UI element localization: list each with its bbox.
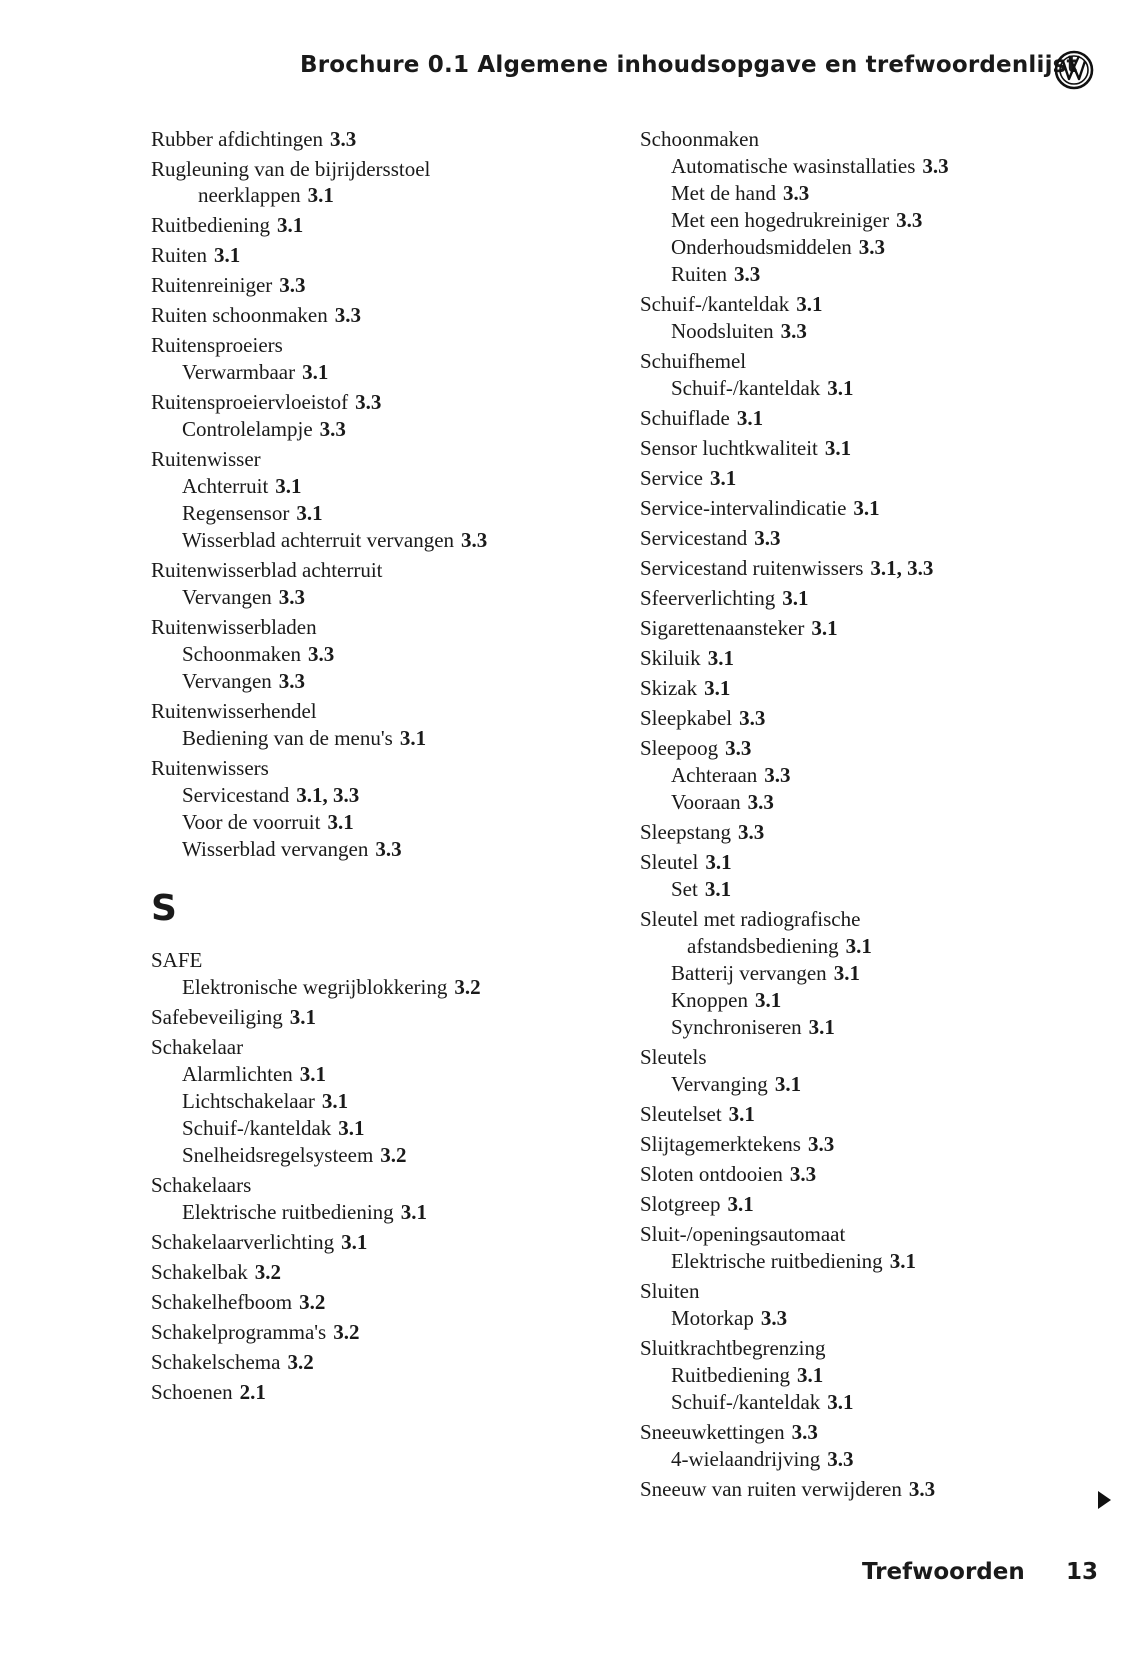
index-subentry <box>151 584 571 611</box>
entry-term: Motorkap <box>671 1306 754 1330</box>
entry-term: Skizak <box>640 676 698 700</box>
entry-reference: 3.1 <box>797 1363 824 1387</box>
entry-term: Wisserblad achterruit vervangen <box>182 528 455 552</box>
entry-reference: 3.3 <box>375 837 402 861</box>
entry-reference: 3.3 <box>330 127 357 151</box>
entry-term: Elektrische ruitbediening <box>182 1200 394 1224</box>
entry-term: Vooraan <box>671 790 741 814</box>
index-entry <box>640 1044 1080 1071</box>
entry-term: Slotgreep <box>640 1192 721 1216</box>
entry-reference: 3.1 <box>845 934 872 958</box>
entry-term: Schuif-/kanteldak <box>671 376 821 400</box>
entry-term: Schuif-/kanteldak <box>671 1390 821 1414</box>
index-subentry <box>640 762 1080 789</box>
entry-reference: 3.3 <box>307 642 335 666</box>
entry-term: Schuifhemel <box>640 349 747 373</box>
index-subentry <box>640 1305 1080 1332</box>
index-entry <box>640 675 1080 702</box>
entry-term: Achterruit <box>182 474 269 498</box>
entry-term: Automatische wasinstallaties <box>671 154 916 178</box>
entry-term: Servicestand <box>182 783 290 807</box>
entry-reference: 3.1 <box>774 1072 802 1096</box>
entry-term: Sleutel met radiografische <box>640 907 861 931</box>
index-subentry <box>640 1248 1080 1275</box>
entry-term: Ruitenwisser <box>151 447 261 471</box>
entry-reference: 3.1 <box>728 1102 755 1126</box>
entry-term: Schoonmaken <box>182 642 301 666</box>
entry-reference: 3.1 <box>327 810 354 834</box>
entry-term: Achteraan <box>671 763 758 787</box>
index-subentry <box>151 809 571 836</box>
entry-term: Schoenen <box>151 1380 233 1404</box>
entry-term: Noodsluiten <box>671 319 774 343</box>
entry-term: Knoppen <box>671 988 748 1012</box>
index-column-left <box>151 123 571 1406</box>
entry-reference: 3.1 <box>296 501 323 525</box>
entry-reference: 3.2 <box>299 1290 326 1314</box>
entry-term: Ruiten schoonmaken <box>151 303 328 327</box>
entry-term: Ruitenwissers <box>151 756 269 780</box>
index-subentry <box>151 473 571 500</box>
index-subentry <box>640 261 1080 288</box>
entry-term: Sleepkabel <box>640 706 733 730</box>
index-entry <box>151 1379 571 1406</box>
entry-term: Ruitenwisserhendel <box>151 699 317 723</box>
index-entry <box>640 435 1080 462</box>
index-subentry <box>640 180 1080 207</box>
entry-term: Skiluik <box>640 646 701 670</box>
index-entry <box>151 1319 571 1346</box>
entry-reference: 3.3 <box>807 1132 835 1156</box>
entry-term: Wisserblad vervangen <box>182 837 369 861</box>
entry-term: Servicestand ruitenwissers <box>640 556 864 580</box>
entry-term: Verwarmbaar <box>182 360 296 384</box>
entry-term: Lichtschakelaar <box>182 1089 315 1113</box>
index-entry <box>640 1221 1080 1248</box>
entry-term: Schoonmaken <box>640 127 759 151</box>
entry-reference: 3.3 <box>319 417 346 441</box>
index-subentry <box>151 1199 571 1226</box>
entry-reference: 3.1 <box>827 376 854 400</box>
index-entry <box>151 947 571 974</box>
index-subentry <box>640 207 1080 234</box>
entry-reference: 3.1 <box>796 292 823 316</box>
index-subentry <box>640 1014 1080 1041</box>
entry-reference: 3.3 <box>334 303 361 327</box>
index-entry <box>640 906 1080 933</box>
index-subentry <box>151 1142 571 1169</box>
entry-reference: 3.2 <box>254 1260 282 1284</box>
index-entry <box>151 126 571 153</box>
index-entry <box>151 557 571 584</box>
index-entry <box>151 212 571 239</box>
index-subentry <box>151 974 571 1001</box>
index-entry <box>640 819 1080 846</box>
entry-reference: 3.1 <box>400 1200 427 1224</box>
entry-reference: 3.3 <box>747 790 774 814</box>
entry-term: Schakelbak <box>151 1260 248 1284</box>
entry-term: Schuif-/kanteldak <box>640 292 790 316</box>
entry-term: Sluit-/openingsautomaat <box>640 1222 846 1246</box>
index-entry <box>151 614 571 641</box>
entry-reference: 3.1 <box>214 243 241 267</box>
index-entry <box>640 1131 1080 1158</box>
entry-term: Sluitkrachtbegrenzing <box>640 1336 826 1360</box>
entry-term: Schakelprogramma's <box>151 1320 327 1344</box>
entry-term: Set <box>671 877 698 901</box>
index-entry <box>151 698 571 725</box>
entry-term: Bediening van de menu's <box>182 726 393 750</box>
index-entry <box>151 242 571 269</box>
entry-reference: 3.3 <box>780 319 807 343</box>
index-subentry <box>151 836 571 863</box>
entry-reference: 3.1 <box>853 496 880 520</box>
index-subentry <box>151 725 571 752</box>
entry-term: Sloten ontdooien <box>640 1162 783 1186</box>
entry-reference: 3.1, 3.3 <box>296 783 360 807</box>
index-subentry <box>640 153 1080 180</box>
index-entry <box>640 705 1080 732</box>
entry-term: Sleutels <box>640 1045 707 1069</box>
entry-reference: 3.3 <box>279 273 306 297</box>
entry-reference: 3.1 <box>889 1249 916 1273</box>
entry-term: Regensensor <box>182 501 290 525</box>
index-subentry <box>151 359 571 386</box>
entry-term: Sleutelset <box>640 1102 722 1126</box>
entry-term: Slijtagemerktekens <box>640 1132 801 1156</box>
entry-reference: 3.1 <box>833 961 860 985</box>
index-subentry <box>151 641 571 668</box>
entry-term: Schakelhefboom <box>151 1290 293 1314</box>
entry-reference: 3.3 <box>764 763 791 787</box>
index-subentry <box>640 1389 1080 1416</box>
index-entry <box>640 555 1080 582</box>
index-entry <box>151 1229 571 1256</box>
index-entry <box>640 1161 1080 1188</box>
page-title: Brochure 0.1 Algemene inhoudsopgave en trefwoordenlijst <box>300 52 1078 78</box>
index-subentry <box>151 782 571 809</box>
entry-term: Ruitenreiniger <box>151 273 273 297</box>
index-entry <box>151 1004 571 1031</box>
entry-reference: 3.1 <box>341 1230 368 1254</box>
entry-reference: 3.1 <box>302 360 329 384</box>
entry-term: Rubber afdichtingen <box>151 127 324 151</box>
index-entry <box>151 1172 571 1199</box>
index-entry <box>640 405 1080 432</box>
index-entry <box>151 1259 571 1286</box>
entry-reference: 3.3 <box>725 736 752 760</box>
entry-term: Batterij vervangen <box>671 961 827 985</box>
index-subentry <box>640 234 1080 261</box>
entry-reference: 3.1 <box>299 1062 327 1086</box>
entry-reference: 3.3 <box>908 1477 936 1501</box>
entry-term: Ruiten <box>671 262 727 286</box>
entry-reference: 3.1 <box>307 183 334 207</box>
index-entry <box>640 1191 1080 1218</box>
entry-reference: 3.3 <box>827 1447 854 1471</box>
entry-term: Sfeerverlichting <box>640 586 776 610</box>
entry-reference: 3.3 <box>922 154 949 178</box>
index-entry <box>640 585 1080 612</box>
entry-term: Voor de voorruit <box>182 810 321 834</box>
index-entry <box>640 1101 1080 1128</box>
entry-term: Ruitenwisserblad achterruit <box>151 558 383 582</box>
entry-reference: 3.1 <box>736 406 764 430</box>
entry-term: neerklappen <box>198 183 301 207</box>
entry-term: Vervangen <box>182 669 272 693</box>
index-entry <box>151 332 571 359</box>
entry-reference: 3.3 <box>782 181 810 205</box>
index-entry <box>640 849 1080 876</box>
entry-term: Snelheidsregelsysteem <box>182 1143 374 1167</box>
index-entry <box>640 1476 1080 1503</box>
index-entry <box>640 1419 1080 1446</box>
entry-term: Ruitbediening <box>671 1363 790 1387</box>
entry-term: Met een hogedrukreiniger <box>671 208 890 232</box>
entry-term: Sneeuwkettingen <box>640 1420 785 1444</box>
entry-reference: 3.1 <box>782 586 809 610</box>
index-entry <box>151 755 571 782</box>
entry-term: Ruiten <box>151 243 207 267</box>
entry-term: Ruitensproeiervloeistof <box>151 390 349 414</box>
index-entry <box>151 1034 571 1061</box>
entry-reference: 3.1 <box>709 466 737 490</box>
index-entry <box>640 525 1080 552</box>
entry-term: Schakelaarverlichting <box>151 1230 335 1254</box>
entry-reference: 3.3 <box>858 235 886 259</box>
entry-reference: 3.3 <box>754 526 781 550</box>
entry-term: afstandsbediening <box>687 934 839 958</box>
entry-reference: 3.3 <box>791 1420 818 1444</box>
entry-term: Sleutel <box>640 850 699 874</box>
index-subentry <box>640 876 1080 903</box>
entry-reference: 3.1 <box>277 213 304 237</box>
index-subentry <box>640 1446 1080 1473</box>
index-subentry <box>151 527 571 554</box>
entry-reference: 3.1 <box>275 474 302 498</box>
index-entry <box>640 735 1080 762</box>
entry-term: Sluiten <box>640 1279 700 1303</box>
index-entry <box>640 291 1080 318</box>
entry-reference: 3.2 <box>454 975 481 999</box>
entry-term: Schuif-/kanteldak <box>182 1116 332 1140</box>
index-column-right <box>640 123 1080 1503</box>
entry-reference: 3.3 <box>734 262 761 286</box>
entry-reference: 3.3 <box>739 706 766 730</box>
entry-term: Vervanging <box>671 1072 768 1096</box>
entry-reference: 3.1 <box>289 1005 317 1029</box>
entry-term: Onderhoudsmiddelen <box>671 235 852 259</box>
entry-term: Sigarettenaansteker <box>640 616 805 640</box>
index-entry <box>640 1335 1080 1362</box>
index-entry <box>151 272 571 299</box>
entry-reference: 3.1 <box>727 1192 754 1216</box>
vw-logo-icon <box>1054 50 1094 90</box>
entry-reference: 3.3 <box>355 390 382 414</box>
entry-term: Sneeuw van ruiten verwijderen <box>640 1477 902 1501</box>
index-subentry <box>640 318 1080 345</box>
index-subentry <box>151 1088 571 1115</box>
index-subentry <box>640 933 1080 960</box>
index-subentry <box>640 375 1080 402</box>
index-entry <box>151 446 571 473</box>
index-entry <box>640 465 1080 492</box>
index-entry <box>151 302 571 329</box>
entry-term: Rugleuning van de bijrijdersstoel <box>151 157 431 181</box>
entry-reference: 3.1 <box>824 436 852 460</box>
footer-label: Trefwoorden <box>862 1559 1025 1585</box>
entry-reference: 3.1 <box>321 1089 349 1113</box>
entry-reference: 3.3 <box>737 820 765 844</box>
entry-term: 4-wielaandrijving <box>671 1447 821 1471</box>
index-entry <box>151 1289 571 1316</box>
entry-term: Alarmlichten <box>182 1062 293 1086</box>
entry-term: Ruitensproeiers <box>151 333 283 357</box>
entry-term: Synchroniseren <box>671 1015 802 1039</box>
entry-reference: 3.3 <box>278 669 306 693</box>
entry-term: Sensor luchtkwaliteit <box>640 436 818 460</box>
entry-reference: 3.1 <box>399 726 427 750</box>
index-subentry <box>151 416 571 443</box>
entry-reference: 3.3 <box>278 585 306 609</box>
entry-term: Schakelaars <box>151 1173 252 1197</box>
index-subentry <box>151 1115 571 1142</box>
entry-term: Elektrische ruitbediening <box>671 1249 883 1273</box>
entry-reference: 3.1 <box>705 850 732 874</box>
index-entry <box>640 1278 1080 1305</box>
index-entry <box>640 645 1080 672</box>
arrow-right-icon <box>1098 1491 1111 1509</box>
entry-term: SAFE <box>151 948 203 972</box>
index-subentry <box>640 1362 1080 1389</box>
entry-term: Ruitenwisserbladen <box>151 615 317 639</box>
entry-reference: 3.3 <box>461 528 488 552</box>
index-subentry <box>151 668 571 695</box>
entry-reference: 2.1 <box>239 1380 266 1404</box>
entry-reference: 3.3 <box>760 1306 788 1330</box>
index-subentry <box>640 960 1080 987</box>
entry-reference: 3.1 <box>808 1015 835 1039</box>
entry-reference: 3.1 <box>811 616 838 640</box>
index-entry <box>640 495 1080 522</box>
entry-term: Vervangen <box>182 585 272 609</box>
entry-reference: 3.1 <box>338 1116 365 1140</box>
entry-reference: 3.3 <box>789 1162 817 1186</box>
index-entry <box>640 126 1080 153</box>
entry-reference: 3.2 <box>287 1350 314 1374</box>
entry-term: Safebeveiliging <box>151 1005 283 1029</box>
index-subentry <box>151 500 571 527</box>
index-subentry <box>640 789 1080 816</box>
index-entry <box>640 615 1080 642</box>
entry-term: Schuiflade <box>640 406 730 430</box>
entry-term: Met de hand <box>671 181 776 205</box>
index-subentry <box>640 987 1080 1014</box>
entry-term: Sleepstang <box>640 820 731 844</box>
entry-reference: 3.2 <box>380 1143 407 1167</box>
entry-term: Schakelaar <box>151 1035 244 1059</box>
entry-term: Service-intervalindicatie <box>640 496 847 520</box>
entry-reference: 3.1 <box>707 646 734 670</box>
section-letter: S <box>151 888 177 929</box>
entry-term: Controlelampje <box>182 417 313 441</box>
entry-reference: 3.1 <box>704 676 731 700</box>
entry-term: Elektronische wegrijblokkering <box>182 975 448 999</box>
entry-term: Sleepoog <box>640 736 719 760</box>
entry-term: Servicestand <box>640 526 748 550</box>
entry-term: Schakelschema <box>151 1350 281 1374</box>
index-subentry <box>151 1061 571 1088</box>
index-entry <box>640 348 1080 375</box>
entry-reference: 3.1 <box>827 1390 854 1414</box>
page-number: 13 <box>1066 1559 1099 1585</box>
entry-reference: 3.1 <box>704 877 732 901</box>
index-entry <box>151 389 571 416</box>
entry-reference: 3.1, 3.3 <box>870 556 934 580</box>
index-entry <box>151 156 571 183</box>
entry-term: Ruitbediening <box>151 213 270 237</box>
entry-reference: 3.3 <box>896 208 923 232</box>
index-subentry <box>640 1071 1080 1098</box>
index-entry <box>151 1349 571 1376</box>
index-subentry <box>151 182 571 209</box>
entry-reference: 3.2 <box>333 1320 360 1344</box>
entry-term: Service <box>640 466 703 490</box>
entry-reference: 3.1 <box>755 988 782 1012</box>
